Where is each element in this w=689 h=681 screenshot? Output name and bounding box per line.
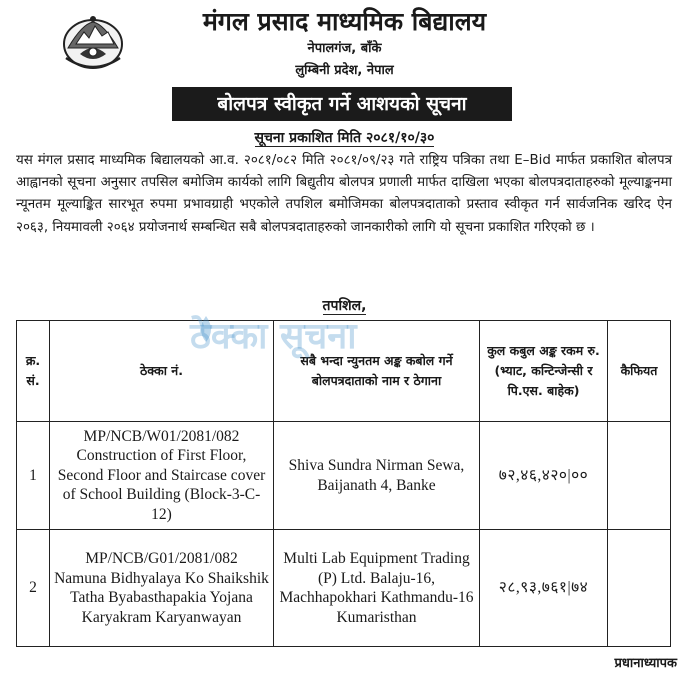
row-bidder: Shiva Sundra Nirman Sewa, Baijanath 4, Banke	[274, 422, 480, 530]
address-city: नेपालगंज, बाँके	[307, 41, 382, 56]
contract-number: MP/NCB/G01/2081/082	[85, 550, 238, 567]
address-province: लुम्बिनी प्रदेश, नेपाल	[295, 63, 394, 78]
header-sn: क्र. सं.	[17, 321, 50, 422]
contract-description: Namuna Bidhyalaya Ko Shaikshik Tatha Byabasthapakia Yojana Karyakram Karyanwayan	[54, 569, 269, 626]
details-label-text: तपशिल,	[322, 298, 367, 314]
row-sn: 1	[17, 422, 50, 530]
published-date-text: सूचना प्रकाशित मिति २०८१/१०/३०	[254, 130, 435, 146]
header-contract-no: ठेक्का नं.	[50, 321, 274, 422]
row-bidder: Multi Lab Equipment Trading (P) Ltd. Balaju-16, Machhapokhari Kathmandu-16 Kumaristhan	[274, 530, 480, 647]
bid-table	[16, 320, 671, 647]
header-remarks: कैफियत	[608, 321, 671, 422]
details-label	[0, 296, 689, 316]
notice-body: यस मंगल प्रसाद माध्यमिक बिद्यालयको आ.व. २०८१/०८२ मिति २०८१/०९/२३ गते राष्ट्रिय पत्रिका तथा E–Bid मार्फत प्रकाशित बोलपत्र आह्वानको सूचना अनुसार तपसिल बमोजिम कार्यको लागि बिद्युतीय बोलपत्र प्रणाली मार्फत दाखिला भएका बोलपत्रदाताहरुको मूल्याङ्कनमा न्यूनतम मूल्याङ्कित सारभूत रुपमा प्रभावग्राही भएकोले तपशिल बमोजिमका बोलपत्रदाताको प्रस्ताव स्वीकृत गर्न सार्वजनिक खरिद ऐन २०६३, नियमावली २०६४ प्रयोजनार्थ सम्बन्धित सबै बोलपत्रदाताहरुको जानकारीको लागि यो सूचना प्रकाशित गरिएको छ ।	[16, 153, 672, 235]
watermark-drop-icon	[196, 316, 216, 342]
signature-title: प्रधानाध्यापक	[614, 656, 677, 671]
notice-title: बोलपत्र स्वीकृत गर्ने आशयको सूचना	[172, 87, 512, 121]
contract-number: MP/NCB/W01/2081/082	[83, 427, 240, 445]
row-sn: 2	[17, 530, 50, 647]
row-remarks	[608, 530, 671, 647]
row-remarks	[608, 422, 671, 530]
header-bidder: सबै भन्दा न्युनतम अङ्क कबोल गर्ने बोलपत्रदाताको नाम र ठेगाना	[274, 321, 480, 422]
watermark: ठेक्का सूचना	[190, 316, 357, 357]
school-name: मंगल प्रसाद माध्यमिक बिद्यालय	[202, 7, 487, 36]
row-amount: २८,९३,७६१|७४	[480, 530, 608, 647]
table-row	[17, 530, 671, 647]
table-header-row	[17, 321, 671, 422]
published-date	[0, 128, 689, 148]
row-contract	[50, 422, 274, 530]
row-contract	[50, 530, 274, 647]
header-amount: कुल कबुल अङ्क रकम रु. (भ्याट, कन्टिन्जेन्सी र पि.एस. बाहेक)	[480, 321, 608, 422]
contract-description: Construction of First Floor, Second Floor and Staircase cover of School Building (Block-3-C-12)	[57, 447, 266, 523]
row-amount: ७२,४६,४२०|००	[480, 422, 608, 530]
table-row	[17, 422, 671, 530]
